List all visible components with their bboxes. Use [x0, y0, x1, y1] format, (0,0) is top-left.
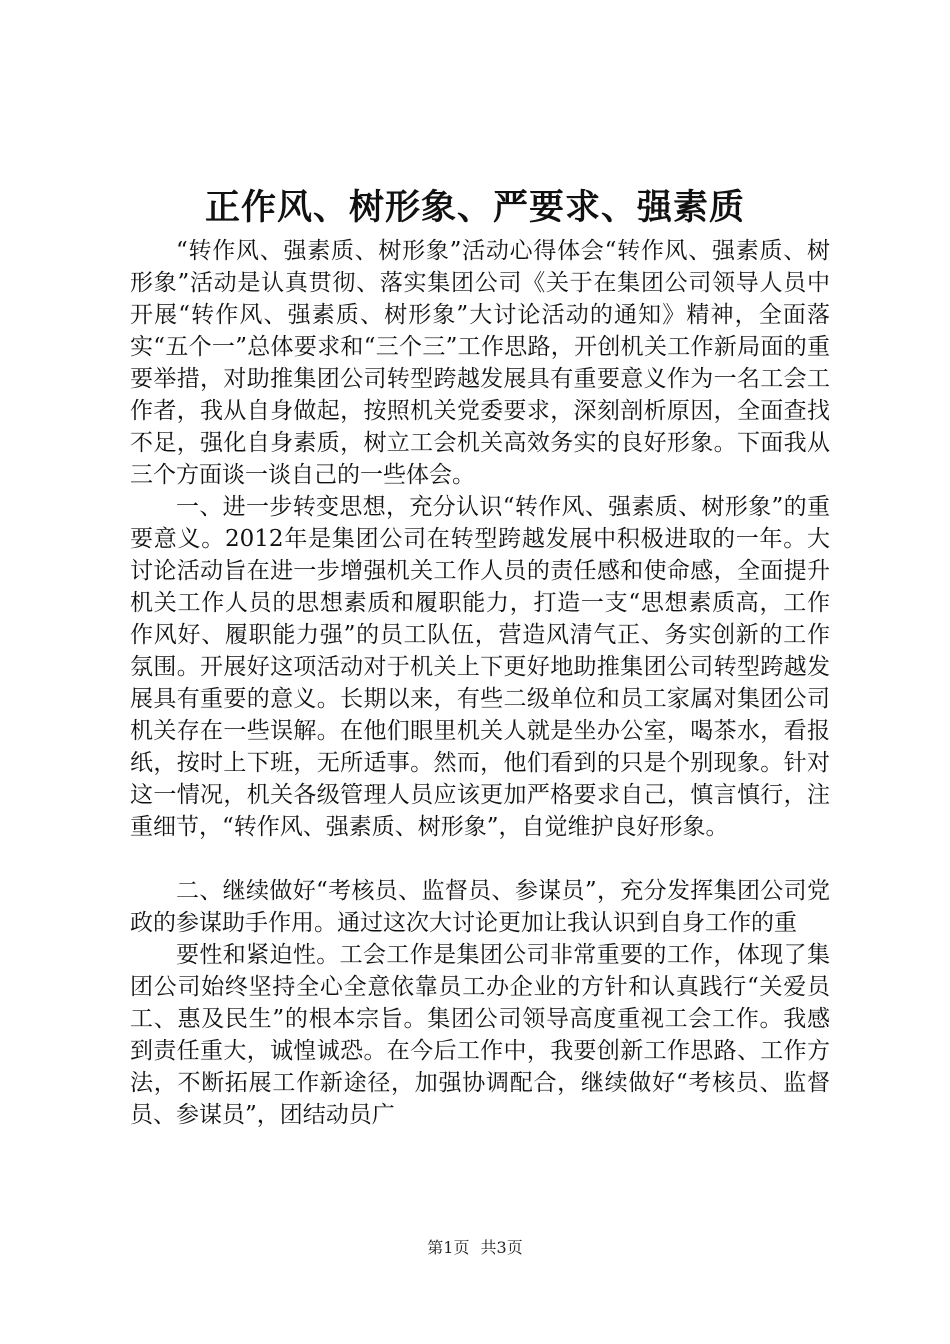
page-footer — [0, 1238, 950, 1258]
document-body — [130, 235, 830, 1131]
page-total: 共3页 — [480, 1238, 523, 1257]
paragraph-section-one: 一、进一步转变思想，充分认识“转作风、强素质、树形象”的重要意义。2012年是集团公司在转型跨越发展中积极进取的一年。大讨论活动旨在进一步增强机关工作人员的责任感和使命感，全面提升机关工作人员的思想素质和履职能力，打造一支“思想素质高，工作作风好、履职能力强”的员工队伍，营造风清气正、务实创新的工作氛围。开展好这项活动对于机关上下更好地助推集团公司转型跨越发展具有重要的意义。长期以来，有些二级单位和员工家属对集团公司机关存在一些误解。在他们眼里机关人就是坐办公室，喝茶水，看报纸，按时上下班，无所适事。然而，他们看到的只是个别现象。针对这一情况，机关各级管理人员应该更加严格要求自己，慎言慎行，注重细节，“转作风、强素质、树形象”，自觉维护良好形象。 — [130, 494, 830, 840]
paragraph-intro: “转作风、强素质、树形象”活动心得体会“转作风、强素质、树形象”活动是认真贯彻、落实集团公司《关于在集团公司领导人员中开展“转作风、强素质、树形象”大讨论活动的通知》精神，全面落实“五个一”总体要求和“三个三”工作思路，开创机关工作新局面的重要举措，对助推集团公司转型跨越发展具有重要意义作为一名工会工作者，我从自身做起，按照机关党委要求，深刻剖析原因，全面查找不足，强化自身素质，树立工会机关高效务实的良好形象。下面我从三个方面谈一谈自己的一些体会。 — [130, 238, 830, 488]
page-number: 第1页 — [427, 1238, 470, 1257]
page-title: 正作风、树形象、严要求、强素质 — [204, 187, 745, 228]
paragraph-section-two-continued: 要性和紧迫性。工会工作是集团公司非常重要的工作，体现了集团公司始终坚持全心全意依靠员工办企业的方针和认真践行“关爱员工、惠及民生”的根本宗旨。集团公司领导高度重视工会工作。我感到责任重大，诚惶诚恐。在今后工作中，我要创新工作思路、工作方法，不断拓展工作新途径，加强协调配合，继续做好“考核员、监督员、参谋员”，团结动员广 — [130, 942, 830, 1128]
paragraph-section-two: 二、继续做好“考核员、监督员、参谋员”，充分发挥集团公司党政的参谋助手作用。通过这次大讨论更加让我认识到自身工作的重 — [130, 878, 830, 936]
